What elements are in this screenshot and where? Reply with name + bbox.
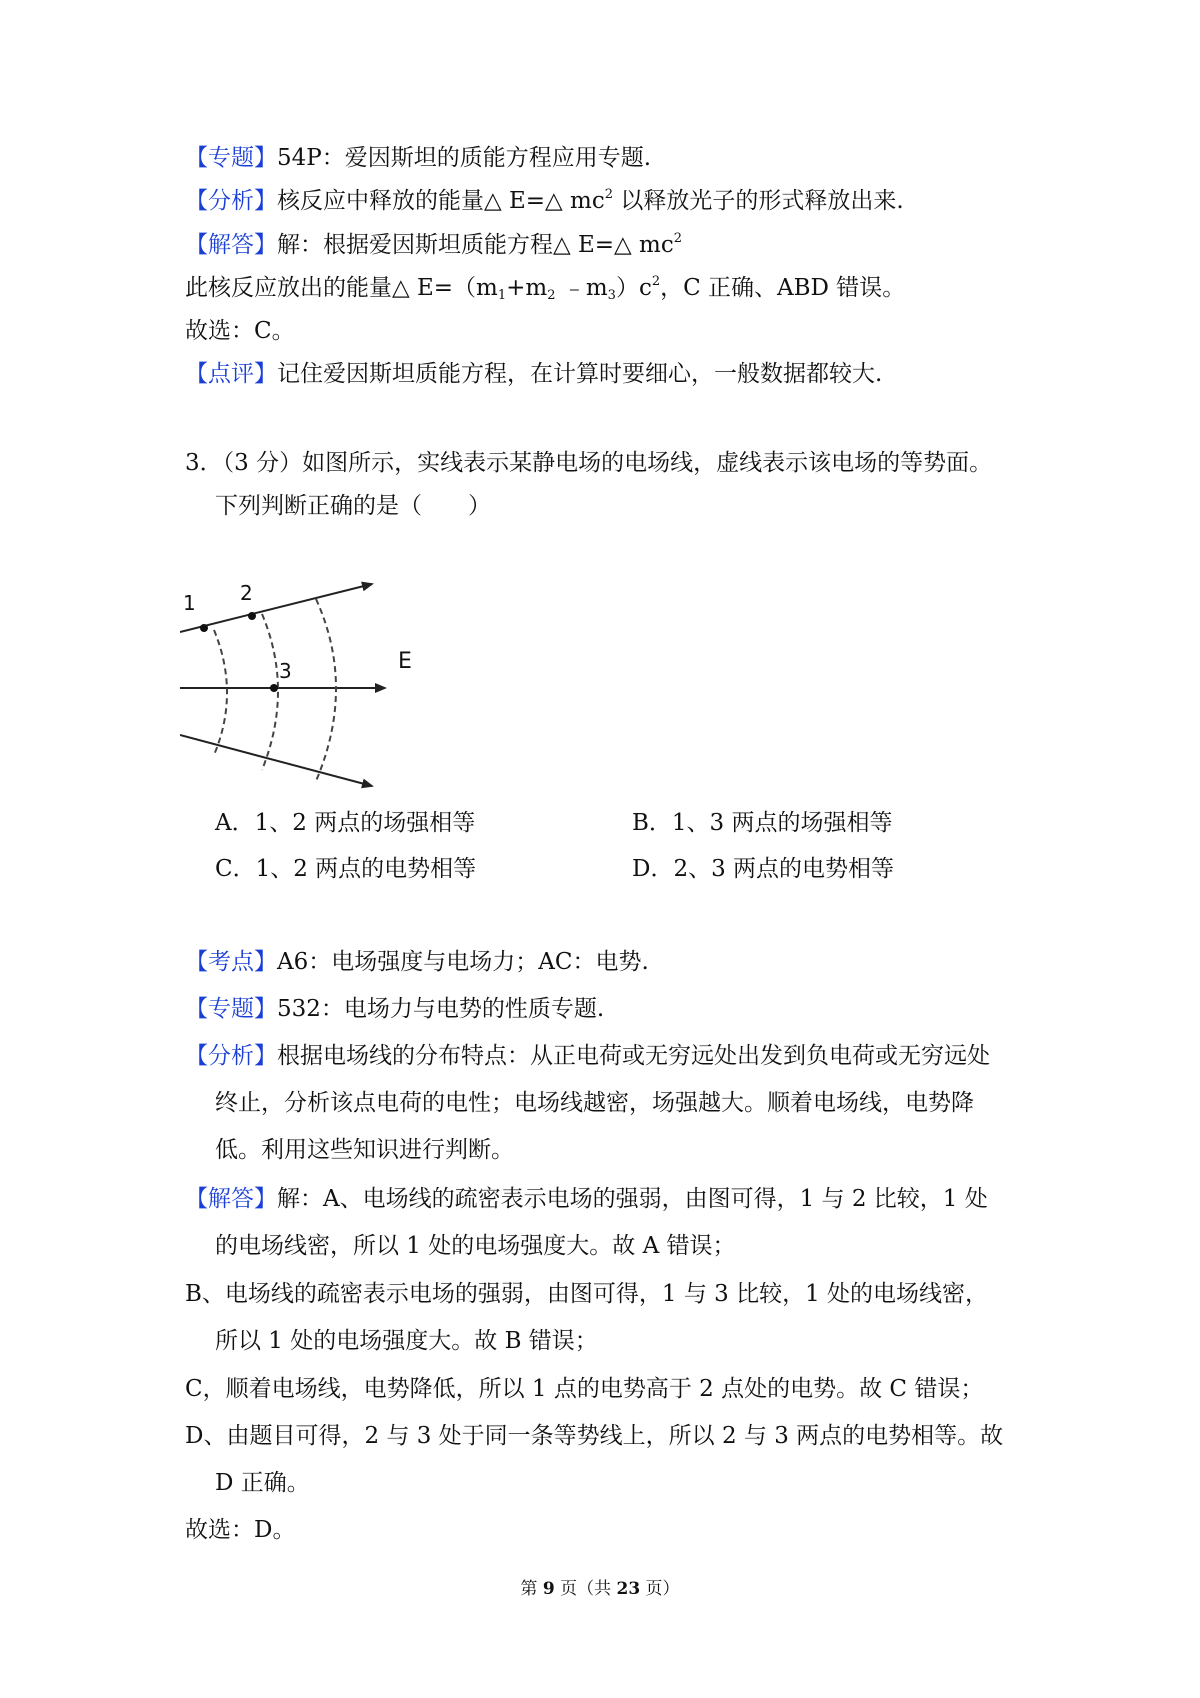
comment-text: 记住爱因斯坦质能方程，在计算时要细心，一般数据都较大. <box>277 361 883 387</box>
solution-line <box>185 230 682 260</box>
knowledge-point-tag: 【考点】 <box>185 949 277 975</box>
analysis-text: 核反应中释放的能量△ E=△ mc <box>277 188 605 214</box>
equipotential-curve-3 <box>316 599 336 781</box>
footer-text: 页） <box>640 1579 680 1599</box>
question-stem: 3．（3 分）如图所示，实线表示某静电场的电场线，虚线表示该电场的等势面。 <box>185 450 993 476</box>
formula-part: ，C 正确、ABD 错误。 <box>660 275 906 301</box>
point-2-label: 2 <box>240 581 253 605</box>
field-line-bottom <box>180 735 372 786</box>
superscript: 2 <box>651 274 661 289</box>
solution-d-line: D、由题目可得，2 与 3 处于同一条等势线上，所以 2 与 3 两点的电势相等。故 <box>185 1423 1004 1449</box>
question-stem-cont: 下列判断正确的是（ ） <box>215 493 491 519</box>
solution-tag: 【解答】 <box>185 232 277 258</box>
point-2-dot <box>248 612 256 620</box>
comment-tag: 【点评】 <box>185 361 277 387</box>
topic-tag-2: 【专题】 <box>185 996 277 1022</box>
analysis-line-2 <box>185 1041 990 1071</box>
formula-part: ）c <box>615 275 652 301</box>
subscript: 1 <box>497 288 507 303</box>
solution-line-2 <box>185 1184 988 1214</box>
solution-d-cont: D 正确。 <box>215 1470 310 1496</box>
topic-line-2 <box>185 994 604 1024</box>
subscript: 2 <box>547 288 556 303</box>
option-b: B．1、3 两点的场强相等 <box>632 810 893 836</box>
field-line-top <box>180 584 372 632</box>
point-3-label: 3 <box>279 659 292 683</box>
analysis-line <box>185 186 904 216</box>
option-a: A．1、2 两点的场强相等 <box>215 810 476 836</box>
point-1-label: 1 <box>183 591 196 615</box>
topic-tag: 【专题】 <box>185 145 277 171</box>
analysis-text-2-end: 低。利用这些知识进行判断。 <box>215 1137 514 1163</box>
equipotential-curve-2 <box>262 614 278 770</box>
formula-part: ﹣m <box>555 275 608 301</box>
energy-formula-line <box>185 273 905 303</box>
point-1-dot <box>200 624 208 632</box>
comment-line <box>185 359 882 389</box>
knowledge-point-line <box>185 947 649 977</box>
solution-tag-2: 【解答】 <box>185 1186 277 1212</box>
option-c: C．1、2 两点的电势相等 <box>215 856 477 882</box>
analysis-text-2-cont: 终止，分析该点电荷的电性；电场线越密，场强越大。顺着电场线，电势降 <box>215 1090 974 1116</box>
choice-line: 故选：C。 <box>185 318 295 344</box>
solution-text: 解：根据爱因斯坦质能方程△ E=△ mc <box>277 232 674 258</box>
solution-b-line: B、电场线的疏密表示电场的强弱，由图可得，1 与 3 比较，1 处的电场线密， <box>185 1281 989 1307</box>
knowledge-point-text: A6：电场强度与电场力；AC：电势. <box>277 949 649 975</box>
analysis-text-end: 以释放光子的形式释放出来. <box>613 188 904 214</box>
solution-text-2-cont: 的电场线密，所以 1 处的电场强度大。故 A 错误； <box>215 1233 736 1259</box>
superscript: 2 <box>673 231 683 246</box>
final-choice-line: 故选：D。 <box>185 1517 296 1543</box>
formula-part: 此核反应放出的能量△ E=（m <box>185 275 498 301</box>
formula-part: +m <box>506 275 548 301</box>
solution-c-line: C，顺着电场线，电势降低，所以 1 点的电势高于 2 点处的电势。故 C 错误； <box>185 1376 984 1402</box>
topic-line <box>185 143 651 173</box>
solution-text-2: 解：A、电场线的疏密表示电场的强弱，由图可得，1 与 2 比较，1 处 <box>277 1186 988 1212</box>
analysis-tag-2: 【分析】 <box>185 1043 277 1069</box>
analysis-text-2: 根据电场线的分布特点：从正电荷或无穷远处出发到负电荷或无穷远处 <box>277 1043 990 1069</box>
page-footer <box>0 1574 1200 1599</box>
footer-text: 第 <box>520 1579 543 1599</box>
solution-b-cont: 所以 1 处的电场强度大。故 B 错误； <box>215 1328 598 1354</box>
total-pages: 23 <box>616 1579 641 1599</box>
field-e-label: E <box>398 649 412 674</box>
superscript: 2 <box>604 187 614 202</box>
point-3-dot <box>270 684 278 692</box>
topic-text-2: 532：电场力与电势的性质专题. <box>277 996 605 1022</box>
field-line-figure <box>180 575 430 790</box>
analysis-tag: 【分析】 <box>185 188 277 214</box>
footer-text: 页（共 <box>554 1579 617 1599</box>
equipotential-curve-1 <box>214 630 227 755</box>
topic-text: 54P：爱因斯坦的质能方程应用专题. <box>277 145 652 171</box>
page-number: 9 <box>542 1579 555 1599</box>
subscript: 3 <box>607 288 616 303</box>
option-d: D．2、3 两点的电势相等 <box>632 856 895 882</box>
